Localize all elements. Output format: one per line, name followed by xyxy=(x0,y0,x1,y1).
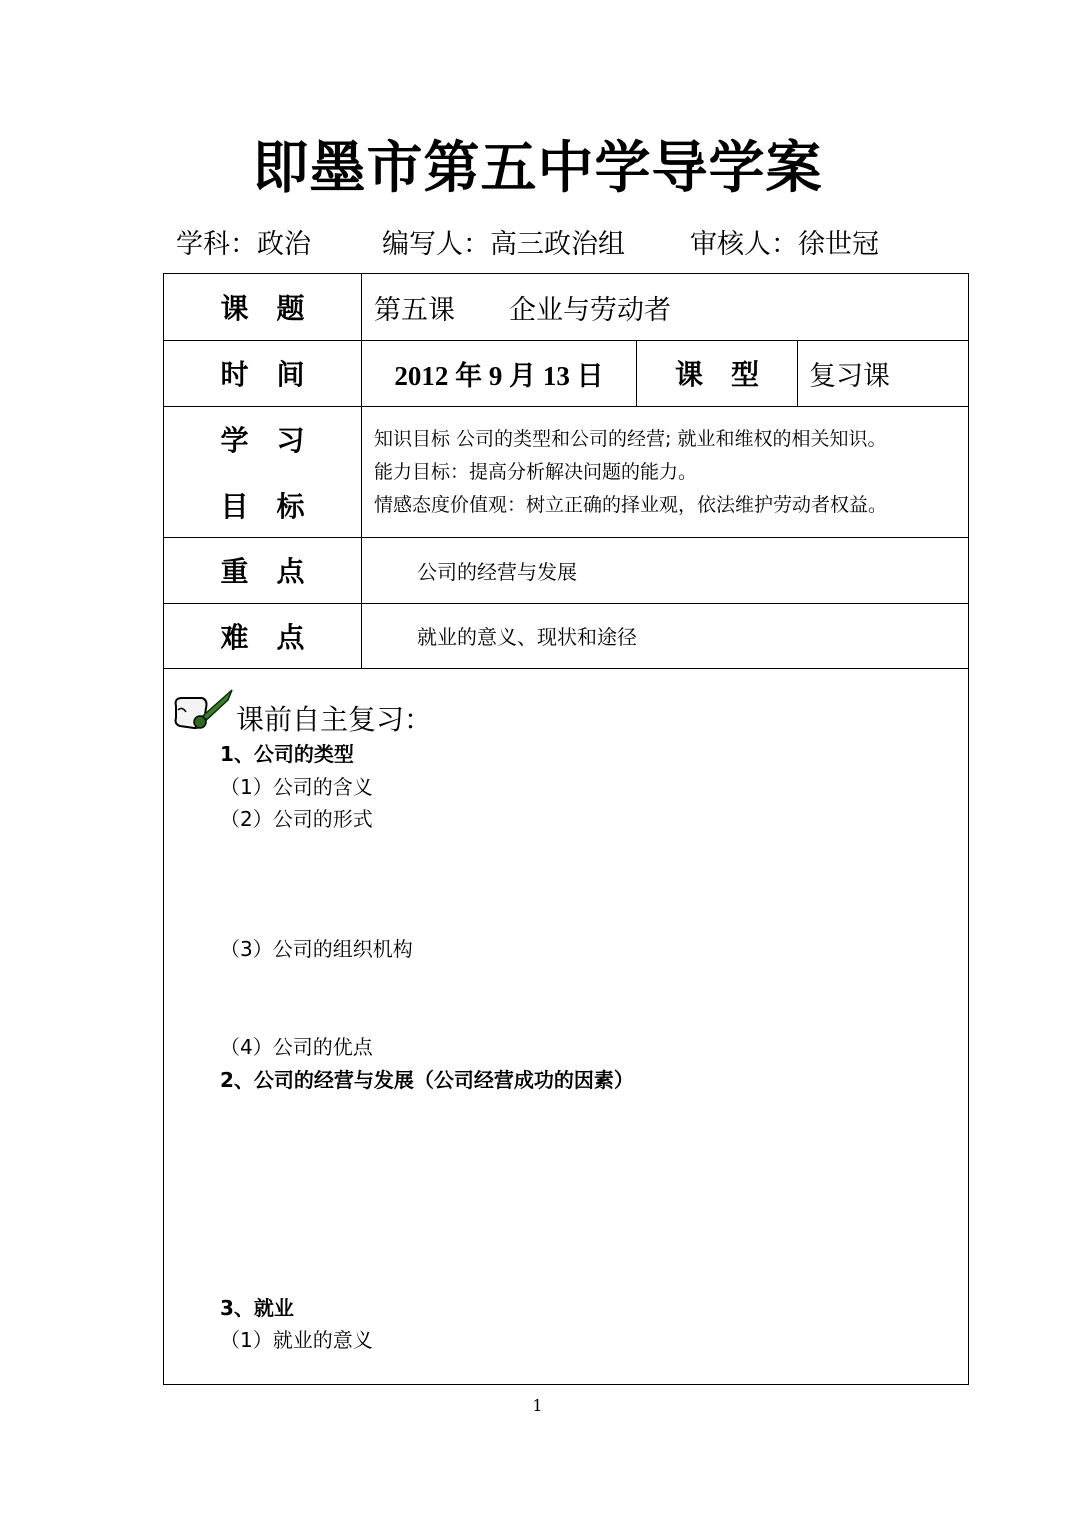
topic-value: 第五课 企业与劳动者 xyxy=(374,294,671,326)
type-value: 复习课 xyxy=(809,360,890,392)
subject-label: 学科：政治 xyxy=(176,229,311,260)
difficult-point-value: 就业的意义、现状和途径 xyxy=(417,625,637,649)
outline-item-1-2: （2）公司的形式 xyxy=(220,807,373,831)
document-meta xyxy=(176,222,936,262)
author-label: 编写人：高三政治组 xyxy=(382,229,625,260)
outline-item-2: 2、公司的经营与发展（公司经营成功的因素） xyxy=(220,1068,634,1092)
time-label: 时间 xyxy=(220,358,333,391)
key-point-label: 重点 xyxy=(220,555,333,588)
outline-item-1-3: （3）公司的组织机构 xyxy=(220,937,413,961)
goal-knowledge: 知识目标 公司的类型和公司的经营; 就业和维权的相关知识。 xyxy=(374,428,887,450)
key-point-value: 公司的经营与发展 xyxy=(417,559,577,584)
outline-item-3: 3、就业 xyxy=(220,1296,294,1320)
lesson-table xyxy=(163,273,969,1385)
outline-item-1: 1、公司的类型 xyxy=(220,742,354,766)
topic-label: 课题 xyxy=(220,292,333,325)
difficult-point-label: 难点 xyxy=(220,620,333,654)
goals-label-2: 目标 xyxy=(220,490,333,523)
learning-goals xyxy=(374,423,887,522)
goals-label-1: 学习 xyxy=(220,424,333,457)
quill-scroll-icon xyxy=(172,686,236,730)
time-value: 2012 年 9 月 13 日 xyxy=(394,360,604,391)
page-number: 1 xyxy=(532,1396,543,1415)
goal-ability: 能力目标：提高分析解决问题的能力。 xyxy=(374,461,698,483)
document-title: 即墨市第五中学导学案 xyxy=(252,136,823,201)
outline-item-3-1: （1）就业的意义 xyxy=(220,1328,373,1352)
review-heading: 课前自主复习： xyxy=(236,703,433,736)
goal-attitude: 情感态度价值观：树立正确的择业观，依法维护劳动者权益。 xyxy=(374,494,888,516)
reviewer-label: 审核人：徐世冠 xyxy=(690,229,879,260)
type-label: 课型 xyxy=(674,358,787,391)
outline-item-1-4: （4）公司的优点 xyxy=(220,1035,373,1059)
outline-item-1-1: （1）公司的含义 xyxy=(220,775,373,799)
